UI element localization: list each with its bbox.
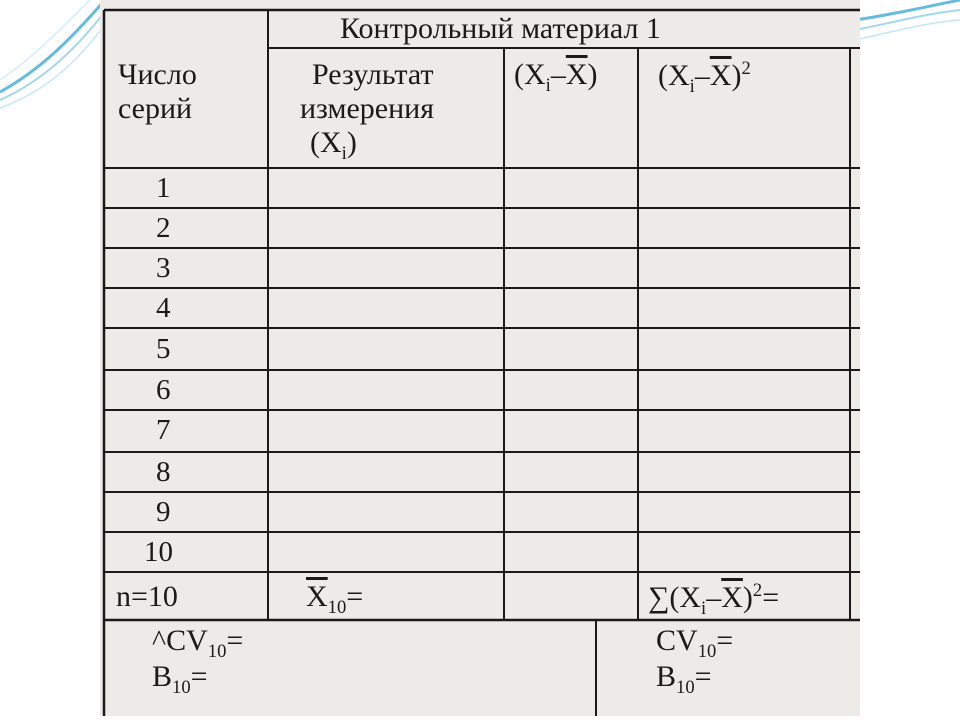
row-number: 8 [156,456,171,488]
b-formula: $B_{10}=$ [656,660,712,698]
header-result-line2: измерения [300,92,435,125]
header-series-count: Число серий [118,58,197,125]
row-number: 4 [156,292,171,324]
header-squared-deviation: $(X_i-\overline{X})^2$ [658,58,751,97]
scanned-table-image [100,0,860,716]
row-number: 5 [156,333,171,365]
footer-mean: $\overline{X}_{10}=$ [306,580,364,618]
row-number: 7 [156,414,171,446]
cv-hat-formula: ^ $CV_{10}=$ [152,624,244,662]
cv-formula: $CV_{10}=$ [656,624,734,662]
header-deviation: $(X_i-\overline{X})$ [514,58,598,96]
row-number: 3 [156,252,171,284]
footer-sum-squares: $\sum(X_i-\overline{X})^2=$ [648,580,780,619]
header-result-line1: Результат [312,58,434,91]
header-group-title: Контрольный материал 1 [340,12,661,45]
header-result-line3: $(X_i)$ [310,126,357,164]
row-number: 1 [156,172,171,204]
footer-n: n=10 [116,580,178,613]
row-number: 10 [144,536,173,568]
row-number: 6 [156,374,171,406]
row-number: 2 [156,212,171,244]
row-number: 9 [156,496,171,528]
b-hat-formula: $B_{10}=$ [152,660,208,698]
